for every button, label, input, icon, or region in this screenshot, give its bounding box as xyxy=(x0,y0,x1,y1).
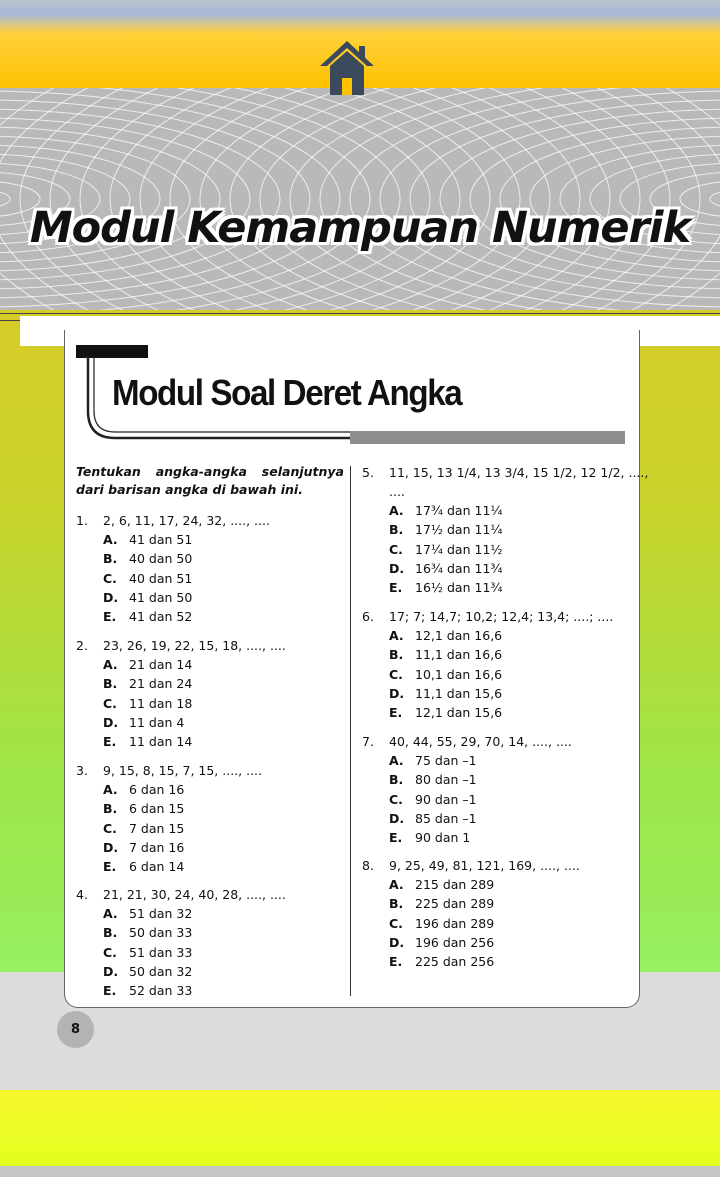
option-text: 80 dan –1 xyxy=(415,772,477,787)
option-text: 11 dan 4 xyxy=(129,715,185,730)
question-number: 3. xyxy=(76,763,88,778)
question-stem: 9, 25, 49, 81, 121, 169, ...., .... xyxy=(389,858,580,873)
option-text: 40 dan 51 xyxy=(129,571,193,586)
option xyxy=(389,501,503,520)
divider-line xyxy=(0,313,720,314)
option xyxy=(389,645,502,664)
option-letter: C. xyxy=(103,696,117,711)
option-letter: E. xyxy=(103,609,117,624)
option-letter: D. xyxy=(389,686,405,701)
module-title: Modul Kemampuan Numerik xyxy=(29,203,691,253)
option-letter: C. xyxy=(389,542,403,557)
pattern-ring xyxy=(110,88,720,310)
option-text: 12,1 dan 15,6 xyxy=(415,705,503,720)
option-text: 11 dan 14 xyxy=(129,734,193,749)
header-pattern xyxy=(0,88,720,310)
option-letter: E. xyxy=(103,734,117,749)
option-letter: B. xyxy=(103,925,118,940)
option-text: 17¼ dan 11½ xyxy=(415,542,503,557)
option-text: 196 dan 289 xyxy=(415,916,495,931)
option xyxy=(103,838,184,857)
question-number: 6. xyxy=(362,609,374,624)
question-number: 1. xyxy=(76,513,88,528)
pattern-ring xyxy=(0,88,720,310)
option xyxy=(103,549,192,568)
option-letter: A. xyxy=(103,532,118,547)
question-stem: 9, 15, 8, 15, 7, 15, ...., .... xyxy=(103,763,262,778)
option-text: 21 dan 24 xyxy=(129,676,193,691)
option xyxy=(103,588,192,607)
question-stem: 40, 44, 55, 29, 70, 14, ...., .... xyxy=(389,734,572,749)
option-letter: D. xyxy=(103,715,119,730)
option xyxy=(389,952,494,971)
pattern-ring xyxy=(0,88,490,310)
option-letter: A. xyxy=(103,782,118,797)
option-text: 6 dan 14 xyxy=(129,859,185,874)
option-text: 41 dan 51 xyxy=(129,532,193,547)
option-text: 21 dan 14 xyxy=(129,657,193,672)
option xyxy=(389,790,477,809)
option xyxy=(389,559,503,578)
option xyxy=(389,828,470,847)
title-bar xyxy=(350,431,625,444)
option xyxy=(103,655,192,674)
question-number: 7. xyxy=(362,734,374,749)
option xyxy=(103,713,184,732)
option xyxy=(389,684,502,703)
option-letter: E. xyxy=(389,580,403,595)
option-letter: E. xyxy=(389,954,403,969)
top-strip xyxy=(0,0,720,14)
option-letter: C. xyxy=(389,792,403,807)
option-letter: B. xyxy=(103,676,118,691)
option xyxy=(389,540,503,559)
option-text: 51 dan 33 xyxy=(129,945,193,960)
option xyxy=(103,694,192,713)
option-letter: A. xyxy=(103,906,118,921)
option-text: 215 dan 289 xyxy=(415,877,495,892)
option xyxy=(103,569,192,588)
question-number: 2. xyxy=(76,638,88,653)
option xyxy=(103,799,184,818)
instructions: Tentukan angka-angka selanjutnya dari barisan angka di bawah ini. xyxy=(76,464,344,497)
question-stem-continued: .... xyxy=(389,484,405,499)
home-icon[interactable] xyxy=(318,38,376,96)
pattern-ring xyxy=(0,88,720,310)
option-text: 50 dan 32 xyxy=(129,964,193,979)
option-text: 11,1 dan 16,6 xyxy=(415,647,503,662)
option xyxy=(389,770,477,789)
option-text: 11 dan 18 xyxy=(129,696,193,711)
option-letter: C. xyxy=(389,916,403,931)
option-letter: D. xyxy=(389,811,405,826)
pattern-ring xyxy=(290,88,720,310)
option xyxy=(389,751,477,770)
option-letter: C. xyxy=(103,945,117,960)
option-letter: B. xyxy=(389,772,404,787)
option xyxy=(389,933,494,952)
option-letter: C. xyxy=(103,821,117,836)
option-text: 75 dan –1 xyxy=(415,753,477,768)
option-letter: D. xyxy=(389,561,405,576)
option-letter: D. xyxy=(103,964,119,979)
option-text: 17¾ dan 11¼ xyxy=(415,503,503,518)
option-letter: E. xyxy=(103,983,117,998)
option-text: 196 dan 256 xyxy=(415,935,495,950)
option xyxy=(103,857,184,876)
bottom-strip xyxy=(0,1166,720,1177)
question-stem: 23, 26, 19, 22, 15, 18, ...., .... xyxy=(103,638,286,653)
option xyxy=(389,894,494,913)
page-number: 8 xyxy=(57,1011,94,1048)
option xyxy=(389,703,502,722)
option-letter: A. xyxy=(389,753,404,768)
option-text: 85 dan –1 xyxy=(415,811,477,826)
option-text: 90 dan 1 xyxy=(415,830,471,845)
option-text: 11,1 dan 15,6 xyxy=(415,686,503,701)
option-text: 12,1 dan 16,6 xyxy=(415,628,503,643)
option xyxy=(389,914,494,933)
option-letter: A. xyxy=(389,503,404,518)
option-letter: A. xyxy=(389,628,404,643)
option xyxy=(389,626,502,645)
pattern-ring xyxy=(0,88,550,310)
option-text: 10,1 dan 16,6 xyxy=(415,667,503,682)
option-letter: C. xyxy=(103,571,117,586)
option xyxy=(103,732,192,751)
option-letter: A. xyxy=(103,657,118,672)
question-number: 5. xyxy=(362,465,374,480)
option xyxy=(103,923,192,942)
option-text: 7 dan 15 xyxy=(129,821,185,836)
option-text: 41 dan 52 xyxy=(129,609,193,624)
option xyxy=(103,607,192,626)
question-stem: 2, 6, 11, 17, 24, 32, ...., .... xyxy=(103,513,270,528)
pattern-ring xyxy=(230,88,720,310)
option-text: 6 dan 15 xyxy=(129,801,185,816)
option-text: 225 dan 289 xyxy=(415,896,495,911)
option-text: 50 dan 33 xyxy=(129,925,193,940)
option xyxy=(103,962,192,981)
option-text: 7 dan 16 xyxy=(129,840,185,855)
pattern-ring xyxy=(0,88,720,310)
option-letter: B. xyxy=(389,647,404,662)
option xyxy=(389,520,503,539)
option xyxy=(103,904,192,923)
pattern-ring xyxy=(0,88,720,310)
option-letter: D. xyxy=(103,840,119,855)
question-stem: 11, 15, 13 1/4, 13 3/4, 15 1/2, 12 1/2, ...., xyxy=(389,465,649,480)
option xyxy=(389,665,502,684)
option-text: 6 dan 16 xyxy=(129,782,185,797)
option xyxy=(389,875,494,894)
option-text: 17½ dan 11¼ xyxy=(415,522,503,537)
option-letter: A. xyxy=(389,877,404,892)
option-letter: B. xyxy=(103,801,118,816)
question-stem: 21, 21, 30, 24, 40, 28, ...., .... xyxy=(103,887,286,902)
option-letter: D. xyxy=(389,935,405,950)
footer-band xyxy=(0,1090,720,1166)
option-text: 90 dan –1 xyxy=(415,792,477,807)
option-text: 51 dan 32 xyxy=(129,906,193,921)
question-stem: 17; 7; 14,7; 10,2; 12,4; 13,4; ....; .... xyxy=(389,609,614,624)
option-letter: E. xyxy=(389,705,403,720)
section-title: Modul Soal Deret Angka xyxy=(112,372,462,413)
option xyxy=(103,981,192,1000)
option xyxy=(103,780,184,799)
pattern-ring xyxy=(170,88,720,310)
option xyxy=(103,674,192,693)
option-letter: D. xyxy=(103,590,119,605)
option-letter: B. xyxy=(389,896,404,911)
option-letter: C. xyxy=(389,667,403,682)
pattern-ring xyxy=(0,88,610,310)
option-text: 41 dan 50 xyxy=(129,590,193,605)
option-letter: B. xyxy=(389,522,404,537)
option-text: 40 dan 50 xyxy=(129,551,193,566)
option xyxy=(103,943,192,962)
option xyxy=(103,819,184,838)
question-number: 4. xyxy=(76,887,88,902)
option xyxy=(389,578,503,597)
option xyxy=(103,530,192,549)
option-letter: E. xyxy=(389,830,403,845)
question-number: 8. xyxy=(362,858,374,873)
option-letter: B. xyxy=(103,551,118,566)
option xyxy=(389,809,477,828)
option-text: 52 dan 33 xyxy=(129,983,193,998)
option-text: 16¾ dan 11¾ xyxy=(415,561,503,576)
option-letter: E. xyxy=(103,859,117,874)
option-text: 225 dan 256 xyxy=(415,954,495,969)
option-text: 16½ dan 11¾ xyxy=(415,580,503,595)
column-divider xyxy=(350,466,351,996)
pattern-ring xyxy=(0,88,430,310)
